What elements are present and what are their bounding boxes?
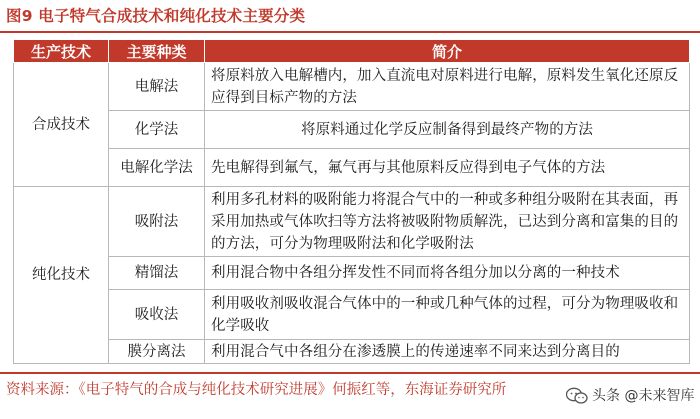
bottom-divider (0, 372, 700, 374)
header-description: 简介 (205, 40, 690, 63)
table-row (14, 340, 690, 364)
title-divider (0, 31, 700, 33)
description-cell: 利用多孔材料的吸附能力将混合气中的一种或多种组分吸附在其表面，再采用加热或气体吹扫等方法将被吸附物质解洗，已达到分离和富集的目的的方法，可分为物理吸附法和化学吸附法 (205, 187, 690, 257)
category-purification: 纯化技术 (14, 187, 109, 364)
method-cell: 电解法 (109, 63, 205, 111)
table-row (14, 149, 690, 187)
method-cell: 化学法 (109, 111, 205, 149)
method-cell: 电解化学法 (109, 149, 205, 187)
description-cell: 利用混合气中各组分在渗透膜上的传递速率不同来达到分离目的 (205, 340, 690, 364)
table-row (14, 63, 690, 111)
method-cell: 吸收法 (109, 290, 205, 340)
table-row (14, 257, 690, 290)
figure-title: 图9 电子特气合成技术和纯化技术主要分类 (6, 7, 306, 25)
table-header-row (14, 40, 690, 63)
description-cell: 利用吸收剂吸收混合气体中的一种或几种气体的过程，可分为物理吸收和化学吸收 (205, 290, 690, 340)
description-cell: 利用混合物中各组分挥发性不同而将各组分加以分离的一种技术 (205, 257, 690, 290)
description-cell: 将原料放入电解槽内，加入直流电对原料进行电解，原料发生氧化还原反应得到目标产物的方法 (205, 63, 690, 111)
watermark-text: 头条 @未来智库 (592, 388, 695, 404)
description-cell: 将原料通过化学反应制备得到最终产物的方法 (205, 111, 690, 149)
table-row (14, 290, 690, 340)
table-row (14, 111, 690, 149)
category-synthesis: 合成技术 (14, 63, 109, 187)
header-technology: 生产技术 (14, 40, 109, 63)
method-cell: 吸附法 (109, 187, 205, 257)
watermark (566, 381, 696, 413)
method-cell: 精馏法 (109, 257, 205, 290)
table-row (14, 187, 690, 257)
source-note: 资料来源：《电子特气的合成与纯化技术研究进展》何振红等，东海证券研究所 (6, 382, 507, 398)
method-cell: 膜分离法 (109, 340, 205, 364)
wechat-bubble-icon (566, 387, 588, 405)
description-cell: 先电解得到氟气，氟气再与其他原料反应得到电子气体的方法 (205, 149, 690, 187)
header-type: 主要种类 (109, 40, 205, 63)
classification-table (13, 39, 690, 364)
